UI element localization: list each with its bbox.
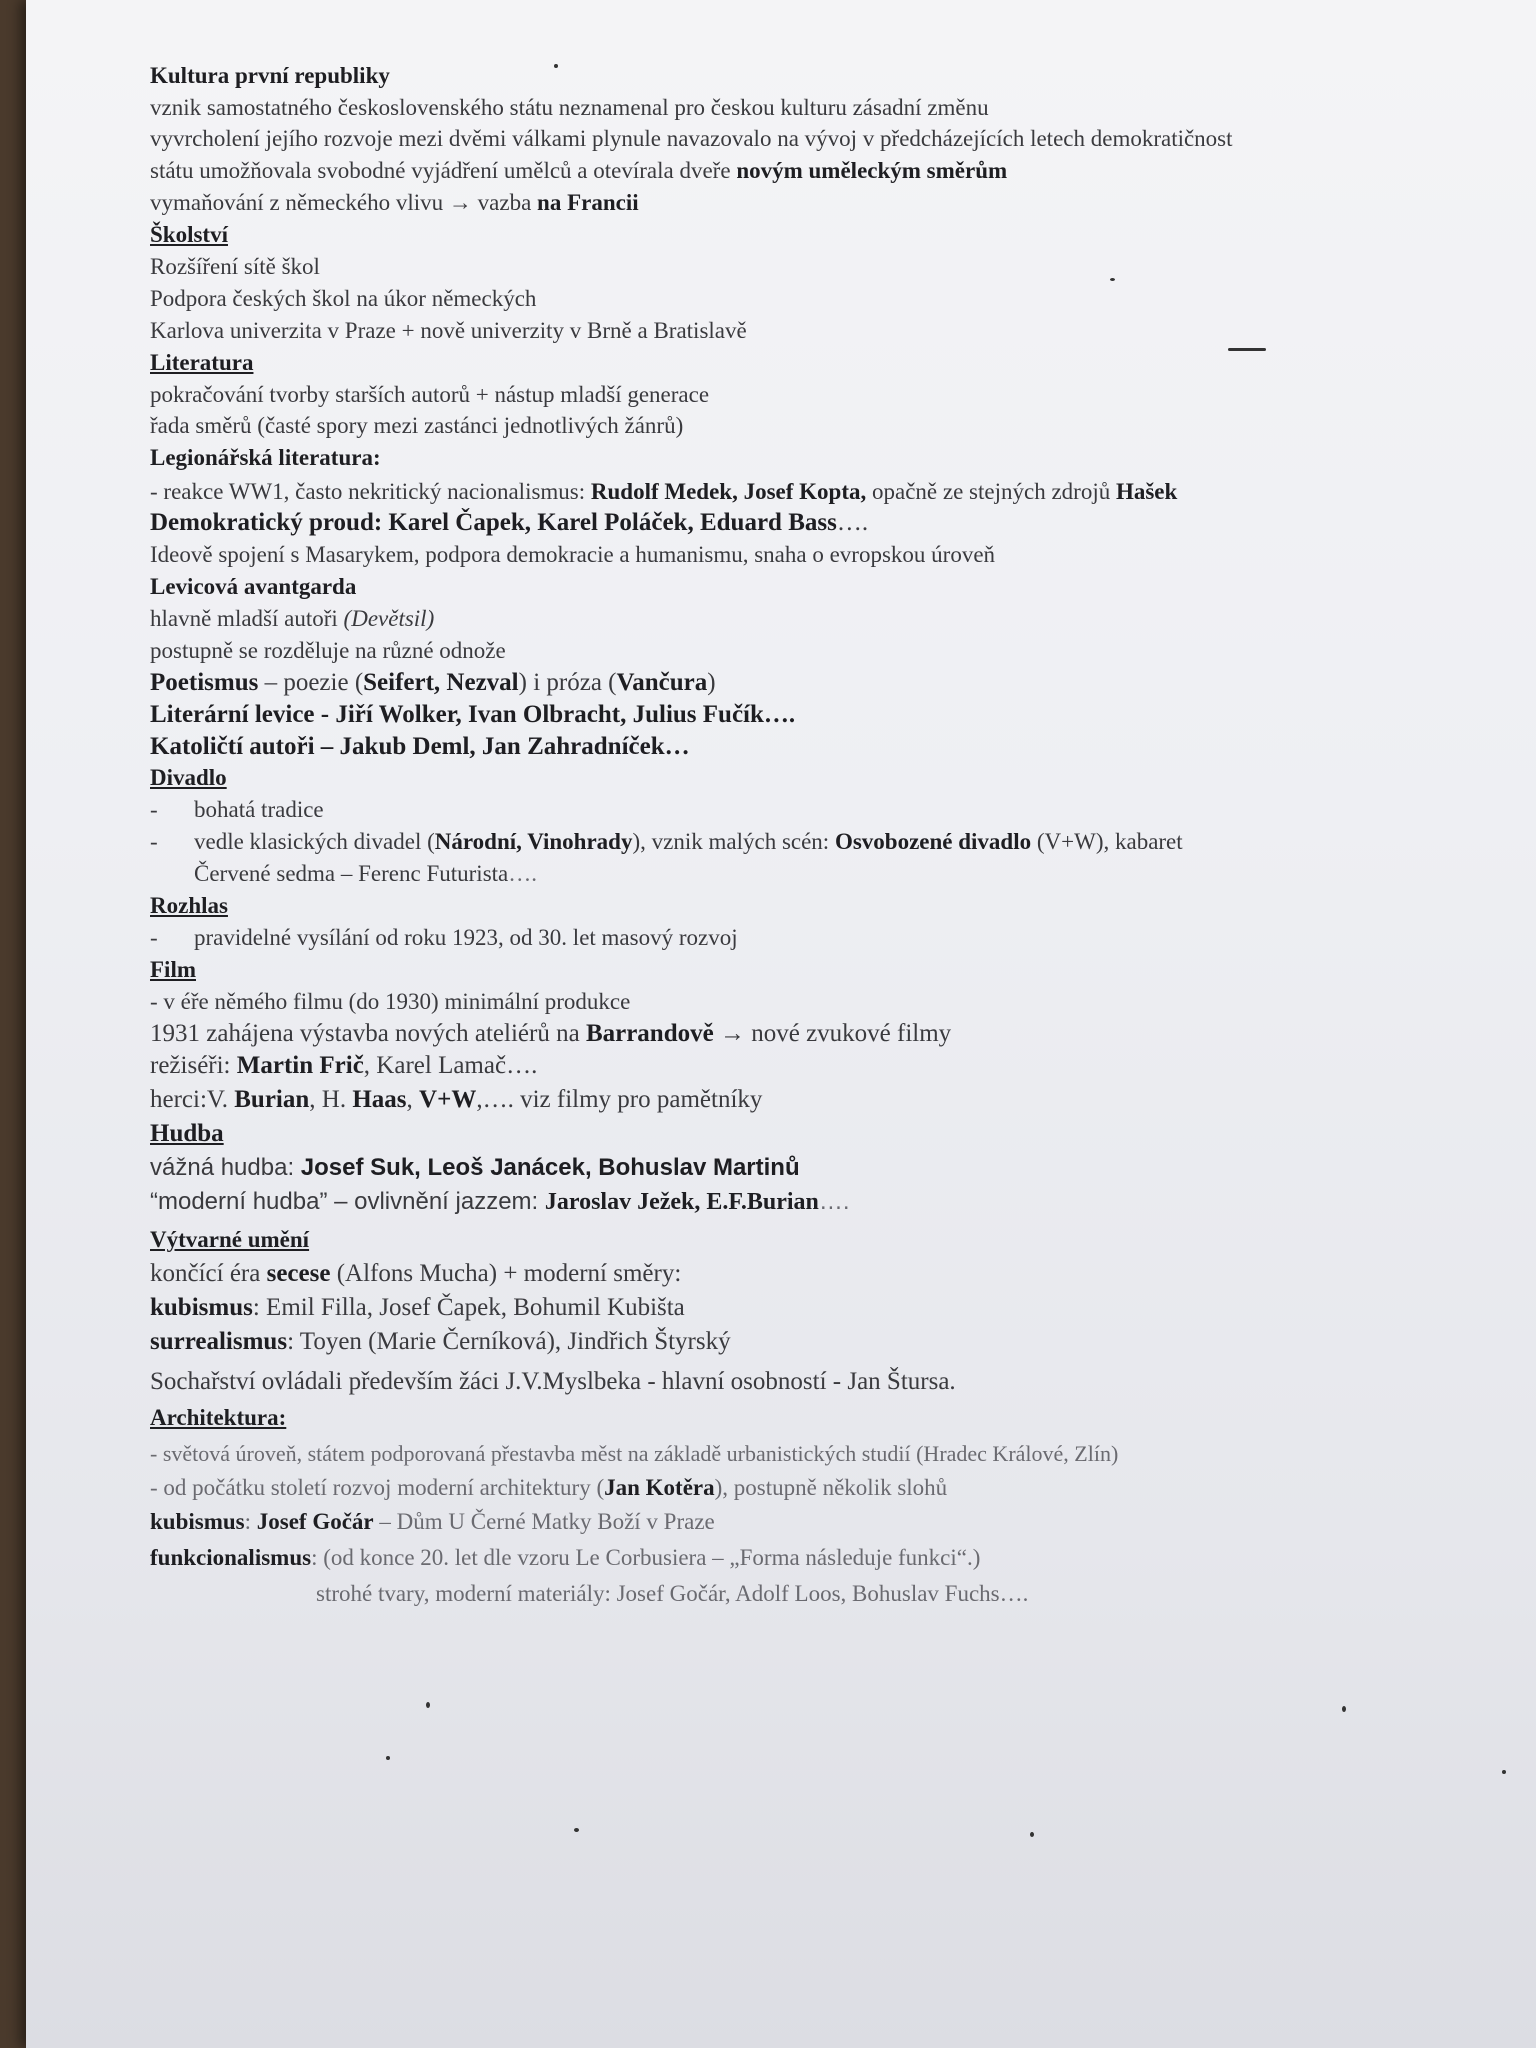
heading-film: Film [150, 957, 196, 982]
ink-speck [574, 1828, 579, 1832]
literarni-levice-line: Literární levice - Jiří Wolker, Ivan Olbracht, Julius Fučík…. [150, 701, 796, 728]
ink-speck [1110, 278, 1115, 281]
divadlo-tail: …. [508, 861, 537, 886]
levicova-line-1 [150, 605, 434, 633]
poetismus-vancura: Vančura [616, 669, 708, 696]
legionarska-line [150, 478, 1177, 506]
vytvarne-line-4: Sochařství ovládali především žáci J.V.Myslbeka - hlavní osobností - Jan Štursa. [150, 1368, 956, 1395]
vytvarne-text: : Emil Filla, Josef Čapek, Bohumil Kubišta [252, 1294, 685, 1321]
ink-speck [554, 64, 558, 68]
rozhlas-item-text: pravidelné vysílání od roku 1923, od 30. let masový rozvoj [194, 925, 738, 950]
skolstvi-line-1: Rozšíření sítě škol [150, 254, 320, 279]
film-line-1: - v éře němého filmu (do 1930) minimální produkce [150, 989, 631, 1014]
katolicti-line: Katoličtí autoři – Jakub Deml, Jan Zahradníček… [150, 733, 690, 760]
skolstvi-line-2: Podpora českých škol na úkor německých [150, 286, 537, 311]
poetismus-term: Poetismus [150, 669, 259, 696]
poetismus-text: ) i próza ( [518, 669, 617, 696]
architektura-line-3 [150, 1508, 715, 1536]
divadlo-item-text: vedle klasických divadel ( [194, 829, 435, 854]
heading-levicova: Levicová avantgarda [150, 574, 357, 599]
intro-text: státu umožňovala svobodné vyjádření umělců a otevírala dveře [150, 158, 737, 183]
heading-literatura: Literatura [150, 350, 254, 375]
hudba-text: “moderní hudba” – ovlivnění jazzem: [150, 1188, 545, 1215]
vytvarne-text: (Alfons Mucha) + moderní směry: [330, 1260, 682, 1287]
intro-text: vymaňování z německého vlivu → vazba [150, 190, 538, 215]
vytvarne-surrealismus: surrealismus [150, 1328, 288, 1355]
divadlo-osvobozene: Osvobozené divadlo [834, 829, 1032, 854]
hudba-line-2 [150, 1188, 850, 1216]
architektura-line-5: strohé tvary, moderní materiály: Josef Gočár, Adolf Loos, Bohuslav Fuchs…. [316, 1581, 1029, 1606]
vytvarne-text: : Toyen (Marie Černíková), Jindřich Štyrský [287, 1328, 731, 1355]
legionarska-hasek: Hašek [1115, 479, 1178, 504]
film-line-4 [150, 1086, 762, 1114]
divadlo-item-1: - bohatá tradice [150, 797, 324, 822]
intro-bold: na Francii [537, 190, 639, 215]
film-haas: Haas [352, 1086, 407, 1113]
divadlo-item-2: - vedle klasických divadel (Národní, Vinohrady), vznik malých scén: Osvobozené divadlo (V+W), kabaret [150, 829, 1183, 854]
film-text: , [406, 1086, 420, 1113]
hudba-tail: …. [818, 1188, 850, 1215]
vytvarne-line-2 [150, 1294, 685, 1322]
hudba-composers: Josef Suk, Leoš Janácek, Bohuslav Martinů [300, 1154, 800, 1181]
architektura-text: : (od konce 20. let dle vzoru Le Corbusiera – „Forma následuje funkci“.) [311, 1545, 981, 1570]
vytvarne-kubismus: kubismus [150, 1294, 253, 1321]
literatura-line-2: řada směrů (časté spory mezi zastánci jednotlivých žánrů) [150, 413, 684, 438]
film-text: , H. [309, 1086, 353, 1113]
divadlo-item-text: ), vznik malých scén: [632, 829, 835, 854]
architektura-line-1: - světová úroveň, státem podporovaná přestavba měst na základě urbanistických studií (Hradec Králové, Zlín) [150, 1441, 1119, 1466]
heading-rozhlas: Rozhlas [150, 893, 228, 918]
heading-architektura: Architektura: [150, 1405, 287, 1430]
legionarska-text: opačně ze stejných zdrojů [866, 479, 1116, 504]
hudba-text: vážná hudba: [150, 1154, 301, 1181]
film-barrandov: Barrandově [585, 1020, 714, 1047]
vytvarne-secese: secese [266, 1260, 331, 1287]
ink-speck [1502, 1770, 1506, 1774]
demokraticky-heading-line [150, 509, 868, 537]
architektura-text: – Dům U Černé Matky Boží v Praze [373, 1509, 715, 1534]
legionarska-names: Rudolf Medek, Josef Kopta, [590, 479, 867, 504]
architektura-text: : [244, 1509, 257, 1534]
architektura-funkcionalismus: funkcionalismus [150, 1545, 312, 1570]
architektura-kubismus: kubismus [150, 1509, 245, 1534]
vytvarne-line-1 [150, 1260, 681, 1288]
ink-speck [386, 1756, 390, 1760]
architektura-kotera: Jan Kotěra [604, 1475, 715, 1500]
intro-line-4 [150, 189, 639, 217]
intro-line-1: vznik samostatného československého státu neznamenal pro českou kulturu zásadní změnu [150, 95, 989, 120]
poetismus-text: ) [707, 669, 716, 696]
film-line-2 [150, 1020, 951, 1048]
film-text: režiséři: [150, 1052, 237, 1079]
divadlo-theatres: Národní, Vinohrady [434, 829, 633, 854]
architektura-text: ), postupně několik slohů [714, 1475, 948, 1500]
vytvarne-text: končící éra [150, 1260, 267, 1287]
film-text: , Karel Lamač…. [363, 1052, 538, 1079]
demokraticky-tail: …. [836, 509, 869, 536]
rozhlas-item-1: - pravidelné vysílání od roku 1923, od 30. let masový rozvoj [150, 925, 738, 950]
divadlo-item-2-cont [194, 860, 537, 888]
heading-skolstvi: Školství [150, 222, 228, 247]
divadlo-item-text: bohatá tradice [194, 797, 324, 822]
hudba-line-1 [150, 1154, 800, 1182]
document-title [150, 62, 390, 90]
heading-vytvarne: Výtvarné umění [150, 1227, 310, 1252]
architektura-line-2 [150, 1474, 947, 1502]
architektura-gocar: Josef Gočár [256, 1509, 374, 1534]
ink-speck [1342, 1706, 1346, 1712]
poetismus-line [150, 669, 716, 697]
hudba-jazz-names: Jaroslav Ježek, E.F.Burian [544, 1189, 819, 1215]
divadlo-item-text: (V+W), kabaret [1031, 829, 1183, 854]
heading-legionarska: Legionářská literatura: [150, 445, 381, 470]
film-burian: Burian [234, 1086, 310, 1113]
film-text: ,…. viz filmy pro pamětníky [476, 1086, 763, 1113]
poetismus-text: – poezie ( [258, 669, 364, 696]
vytvarne-line-3 [150, 1328, 731, 1356]
legionarska-text: - reakce WW1, často nekritický nacionalismus: [150, 479, 591, 504]
film-fric: Martin Frič [236, 1052, 364, 1079]
skolstvi-line-3: Karlova univerzita v Praze + nově univerzity v Brně a Bratislavě [150, 318, 747, 343]
film-line-3 [150, 1052, 537, 1080]
paper-sheet [26, 0, 1536, 2048]
ink-speck [1030, 1832, 1034, 1837]
demokraticky-heading: Demokratický proud: Karel Čapek, Karel Poláček, Eduard Bass [150, 509, 837, 536]
film-text: → nové zvukové filmy [713, 1020, 952, 1047]
title-text: Kultura první republiky [150, 63, 390, 88]
film-text: 1931 zahájena výstavba nových ateliérů na [150, 1020, 586, 1047]
levicova-italic: (Devětsil) [343, 606, 435, 631]
literatura-line-1: pokračování tvorby starších autorů + nástup mladší generace [150, 382, 710, 407]
heading-hudba: Hudba [150, 1120, 224, 1147]
demokraticky-line: Ideově spojení s Masarykem, podpora demokracie a humanismu, snaha o evropskou úroveň [150, 542, 996, 567]
film-vw: V+W [419, 1086, 477, 1113]
levicova-text: hlavně mladší autoři [150, 606, 344, 631]
intro-bold: novým uměleckým směrům [736, 158, 1008, 183]
divadlo-item-text: Červené sedma – Ferenc Futurista [194, 861, 509, 886]
poetismus-names: Seifert, Nezval [363, 669, 519, 696]
heading-divadlo: Divadlo [150, 765, 227, 790]
ink-speck [1228, 348, 1266, 351]
architektura-line-4 [150, 1544, 980, 1572]
film-text: herci:V. [150, 1086, 235, 1113]
levicova-line-2: postupně se rozděluje na různé odnože [150, 638, 506, 663]
intro-line-3 [150, 157, 1007, 185]
architektura-text: - od počátku století rozvoj moderní architektury ( [150, 1475, 605, 1500]
intro-line-2: vyvrcholení jejího rozvoje mezi dvěmi válkami plynule navazovalo na vývoj v předcházejících letech demokratičnost [150, 126, 1233, 151]
ink-speck [426, 1702, 430, 1708]
